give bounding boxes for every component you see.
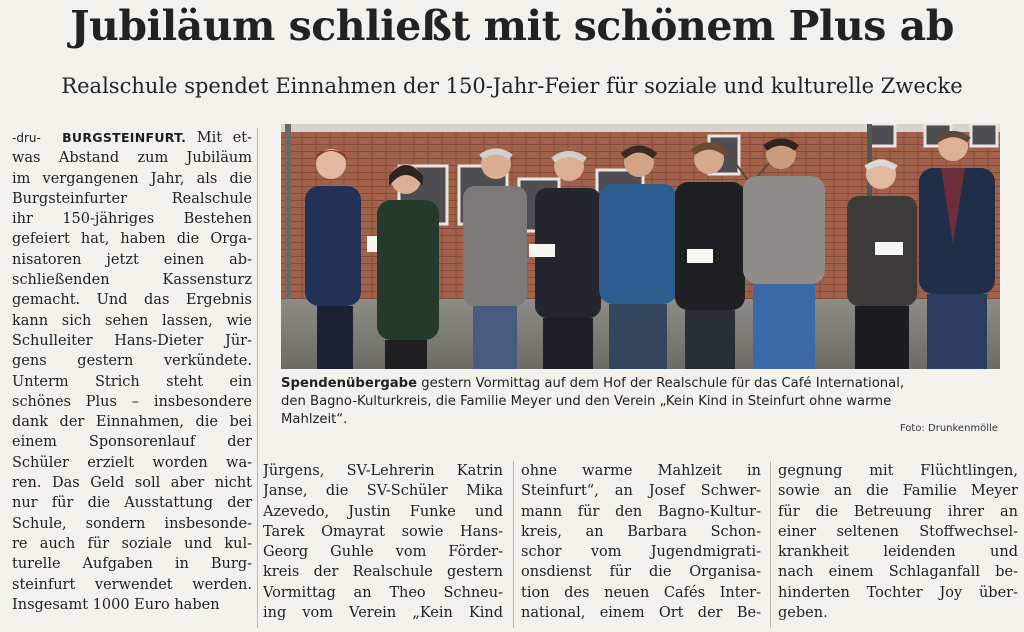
column-line: Unterm Strich steht ein xyxy=(12,373,252,390)
photo-caption xyxy=(281,375,1003,429)
column-line: Georg Guhle vom Förder- xyxy=(263,544,503,561)
column-line: Tarek Omayrat sowie Hans- xyxy=(263,523,503,540)
column-line xyxy=(12,128,252,148)
caption-lead: Spendenübergabe xyxy=(281,376,418,391)
column-line: ren. Das Geld soll aber nicht xyxy=(12,475,252,492)
dateline-place: BURGSTEINFURT. xyxy=(62,130,187,145)
column-line-text: Mit et- xyxy=(196,130,252,146)
column-line: einem Sponsorenlauf der xyxy=(12,434,252,451)
caption-line: den Bagno-Kulturkreis, die Familie Meyer und den Verein „Kein Kind in Steinfurt ohne warme xyxy=(281,394,892,409)
column-line: ohne warme Mahlzeit in xyxy=(521,463,761,479)
column-line: kann sich sehen lassen, wie xyxy=(12,312,252,329)
column-line: sowie an die Familie Meyer xyxy=(778,483,1018,500)
column-line: gefeiert hat, haben die Orga- xyxy=(12,231,252,248)
caption-line xyxy=(281,375,1003,393)
column-line: gemacht. Und das Ergebnis xyxy=(12,292,252,309)
column-line: hinderten Tochter Joy über- xyxy=(778,584,1018,601)
column-line: schönes Plus – insbesondere xyxy=(12,393,252,410)
headline: Jubiläum schließt mit schönem Plus ab xyxy=(70,2,954,50)
column-line: für die Betreuung ihrer an xyxy=(778,503,1018,520)
column-line: Insgesamt 1000 Euro haben xyxy=(12,596,220,613)
caption-line: Mahlzeit“. xyxy=(281,412,348,427)
article-column-1 xyxy=(12,128,252,615)
column-line: Schulleiter Hans-Dieter Jür- xyxy=(12,332,252,349)
column-line: im vergangenen Jahr, als die xyxy=(12,170,252,187)
column-line: ihr 150-jähriges Bestehen xyxy=(12,211,252,228)
caption-text: gestern Vormittag auf dem Hof der Realschule für das Café International, xyxy=(421,376,905,391)
column-line: Vormittag an Theo Schneu- xyxy=(263,584,503,601)
column-line: Schule, sondern insbesonde- xyxy=(12,515,252,532)
column-line: tion des neuen Cafés Inter- xyxy=(521,584,761,601)
column-line: gegnung mit Flüchtlingen, xyxy=(778,463,1018,479)
photo-illustration xyxy=(281,124,1000,369)
column-line: einer seltenen Stoffwechsel- xyxy=(778,523,1018,540)
column-line: re auch für soziale und kul- xyxy=(12,535,252,552)
column-line: onsdienst für die Organisa- xyxy=(521,564,761,581)
column-divider xyxy=(257,128,258,628)
column-line: schließenden Kassensturz xyxy=(12,272,252,289)
column-line: geben. xyxy=(778,605,828,622)
group-photo xyxy=(281,124,1000,369)
column-line: Schüler erzielt worden wa- xyxy=(12,454,252,471)
photo-credit: Foto: Drunkenmölle xyxy=(899,423,998,434)
column-line: krankheit leidenden und xyxy=(778,544,1018,561)
column-line: Azevedo, Justin Funke und xyxy=(263,503,503,520)
subheadline: Realschule spendet Einnahmen der 150-Jahr-Feier für soziale und kulturelle Zwecke xyxy=(61,74,963,98)
column-line: was Abstand zum Jubiläum xyxy=(12,150,252,167)
column-line: Jürgens, SV-Lehrerin Katrin xyxy=(263,463,503,479)
column-line: kreis der Realschule gestern xyxy=(263,564,503,581)
column-divider xyxy=(770,461,771,628)
column-line: Janse, die SV-Schüler Mika xyxy=(263,483,503,500)
column-line: kreis, an Barbara Schon- xyxy=(521,523,761,540)
column-line: Burgsteinfurter Realschule xyxy=(12,190,252,207)
column-line: schor vom Jugendmigrati- xyxy=(521,544,761,561)
column-1-lines xyxy=(12,148,252,615)
column-line: national, einem Ort der Be- xyxy=(521,605,761,622)
column-line: steinfurt verwendet werden. xyxy=(12,576,252,593)
column-line: ing vom Verein „Kein Kind xyxy=(263,605,503,622)
dateline-author: -dru- xyxy=(12,131,41,145)
column-line: nur für die Ausstattung der xyxy=(12,495,252,512)
article-column-2 xyxy=(263,461,503,623)
column-divider xyxy=(513,461,514,628)
column-line: turelle Aufgaben in Burg- xyxy=(12,556,252,573)
article-column-4 xyxy=(778,461,1018,623)
column-line: mann für den Bagno-Kultur- xyxy=(521,503,761,520)
article-column-3 xyxy=(521,461,761,623)
column-line: nisatoren jetzt einen ab- xyxy=(12,251,252,268)
column-line: gens gestern verkündete. xyxy=(12,353,252,370)
column-line: Steinfurt“, an Josef Schwer- xyxy=(521,483,761,500)
column-line: dank der Einnahmen, die bei xyxy=(12,414,252,431)
column-line: nach einem Schlaganfall be- xyxy=(778,564,1018,581)
